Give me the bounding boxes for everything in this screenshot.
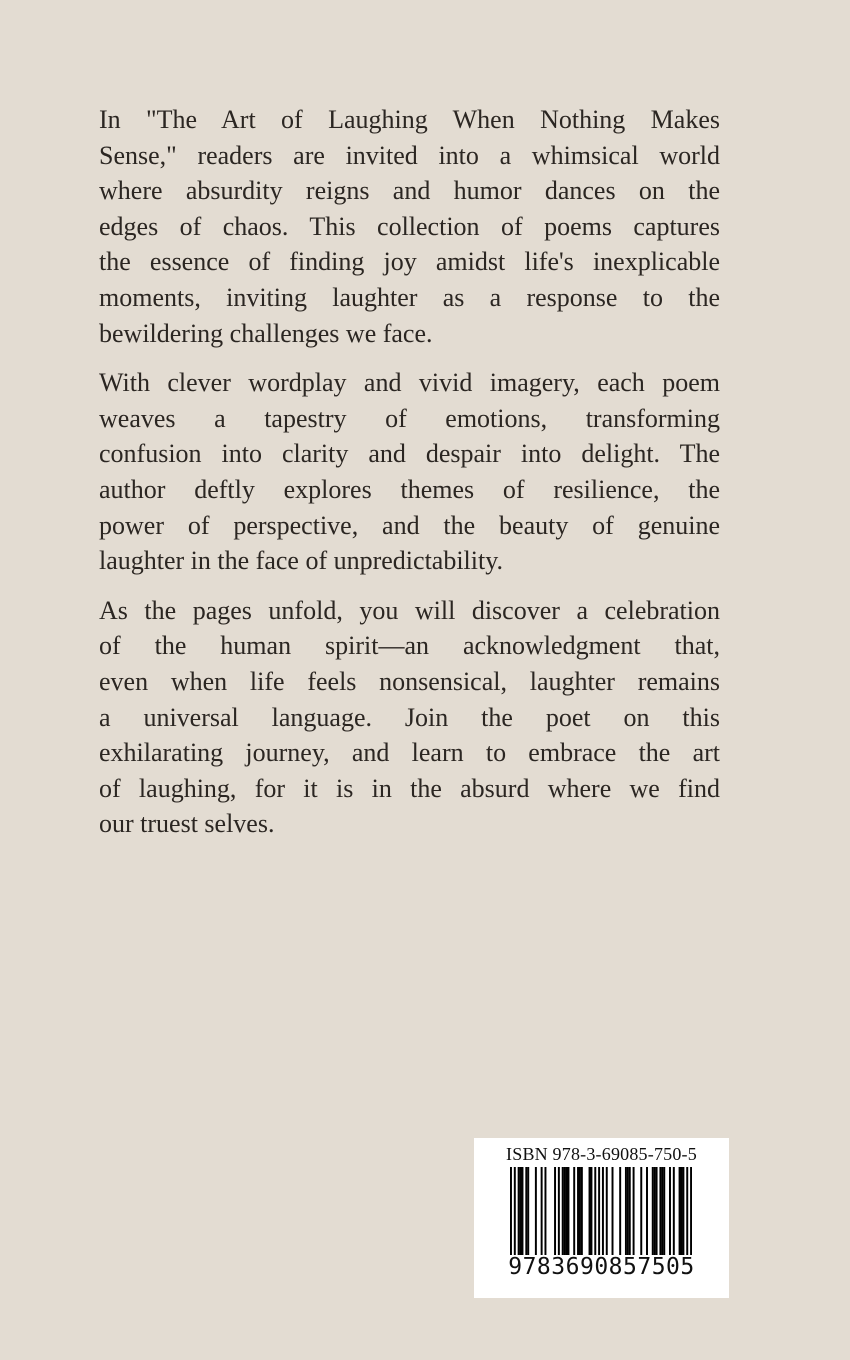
blurb-line: even when life feels nonsensical, laughter remains — [99, 666, 720, 696]
blurb-line: laughter in the face of unpredictability. — [99, 546, 504, 576]
barcode-bar — [633, 1167, 635, 1255]
barcode-bar — [541, 1167, 543, 1255]
barcode-bar — [640, 1167, 642, 1255]
blurb-line: the essence of finding joy amidst life's inexplicable — [99, 247, 720, 277]
barcode-bar — [669, 1167, 671, 1255]
blurb-line: a universal language. Join the poet on this — [99, 702, 720, 732]
barcode-bar — [564, 1167, 566, 1255]
barcode-bar — [514, 1167, 516, 1255]
barcode-bar — [535, 1167, 537, 1255]
barcode-bar — [520, 1167, 522, 1255]
barcode-bar — [566, 1167, 568, 1255]
blurb-line: weaves a tapestry of emotions, transforming — [99, 403, 720, 433]
blurb-line: As the pages unfold, you will discover a celebration — [99, 595, 720, 625]
barcode-bar — [619, 1167, 621, 1255]
barcode-bar — [590, 1167, 592, 1255]
barcode-bar — [690, 1167, 692, 1255]
back-cover-blurb — [99, 102, 720, 856]
barcode-bar — [679, 1167, 681, 1255]
barcode-bar — [589, 1167, 591, 1255]
isbn-digits: 9783690857505 — [508, 1254, 695, 1280]
blurb-paragraph — [99, 365, 720, 579]
barcode-bar — [602, 1167, 604, 1255]
blurb-line: our truest selves. — [99, 809, 275, 839]
blurb-line: With clever wordplay and vivid imagery, each poem — [99, 368, 720, 398]
barcode-bar — [681, 1167, 683, 1255]
barcode-bar — [656, 1167, 658, 1255]
barcode-bar — [627, 1167, 629, 1255]
barcode-bar — [625, 1167, 627, 1255]
barcode-bar — [686, 1167, 688, 1255]
barcode-bar — [518, 1167, 520, 1255]
barcode-bar — [652, 1167, 654, 1255]
barcode-bar — [562, 1167, 564, 1255]
barcode-bar — [629, 1167, 631, 1255]
barcode-bar — [659, 1167, 661, 1255]
barcode-bar — [606, 1167, 608, 1255]
blurb-paragraph — [99, 102, 720, 351]
blurb-line: power of perspective, and the beauty of genuine — [99, 510, 720, 540]
barcode-bar — [646, 1167, 648, 1255]
blurb-line: Sense," readers are invited into a whimsical world — [99, 140, 720, 170]
isbn-label: ISBN 978-3-69085-750-5 — [506, 1144, 697, 1164]
barcode-bar — [598, 1167, 600, 1255]
blurb-line: of the human spirit—an acknowledgment that, — [99, 631, 720, 661]
blurb-line: of laughing, for it is in the absurd where we find — [99, 773, 720, 803]
barcode-bar — [663, 1167, 665, 1255]
barcode-bar — [544, 1167, 546, 1255]
barcode-bar — [654, 1167, 656, 1255]
blurb-line: In "The Art of Laughing When Nothing Makes — [99, 105, 720, 134]
barcode-bar — [579, 1167, 581, 1255]
blurb-line: confusion into clarity and despair into delight. The — [99, 439, 720, 469]
barcode-bar — [581, 1167, 583, 1255]
barcode-bar — [527, 1167, 529, 1255]
barcode-bar — [577, 1167, 579, 1255]
blurb-line: where absurdity reigns and humor dances on the — [99, 176, 720, 206]
blurb-line: exhilarating journey, and learn to embrace the art — [99, 738, 720, 768]
barcode-bar — [558, 1167, 560, 1255]
blurb-line: bewildering challenges we face. — [99, 318, 433, 348]
barcode-bar — [612, 1167, 614, 1255]
barcode-bar — [525, 1167, 527, 1255]
barcode-bar — [554, 1167, 556, 1255]
isbn-barcode — [474, 1138, 729, 1298]
blurb-paragraph — [99, 593, 720, 842]
barcode-bar — [594, 1167, 596, 1255]
barcode-bar — [573, 1167, 575, 1255]
blurb-line: edges of chaos. This collection of poems captures — [99, 211, 720, 241]
barcode-bars — [510, 1167, 692, 1255]
blurb-line: author deftly explores themes of resilience, the — [99, 474, 720, 504]
barcode-bar — [682, 1167, 684, 1255]
blurb-line: moments, inviting laughter as a response to the — [99, 282, 720, 312]
barcode-bar — [673, 1167, 675, 1255]
barcode-bar — [510, 1167, 512, 1255]
barcode-bar — [567, 1167, 569, 1255]
barcode-bar — [661, 1167, 663, 1255]
barcode-bar — [521, 1167, 523, 1255]
